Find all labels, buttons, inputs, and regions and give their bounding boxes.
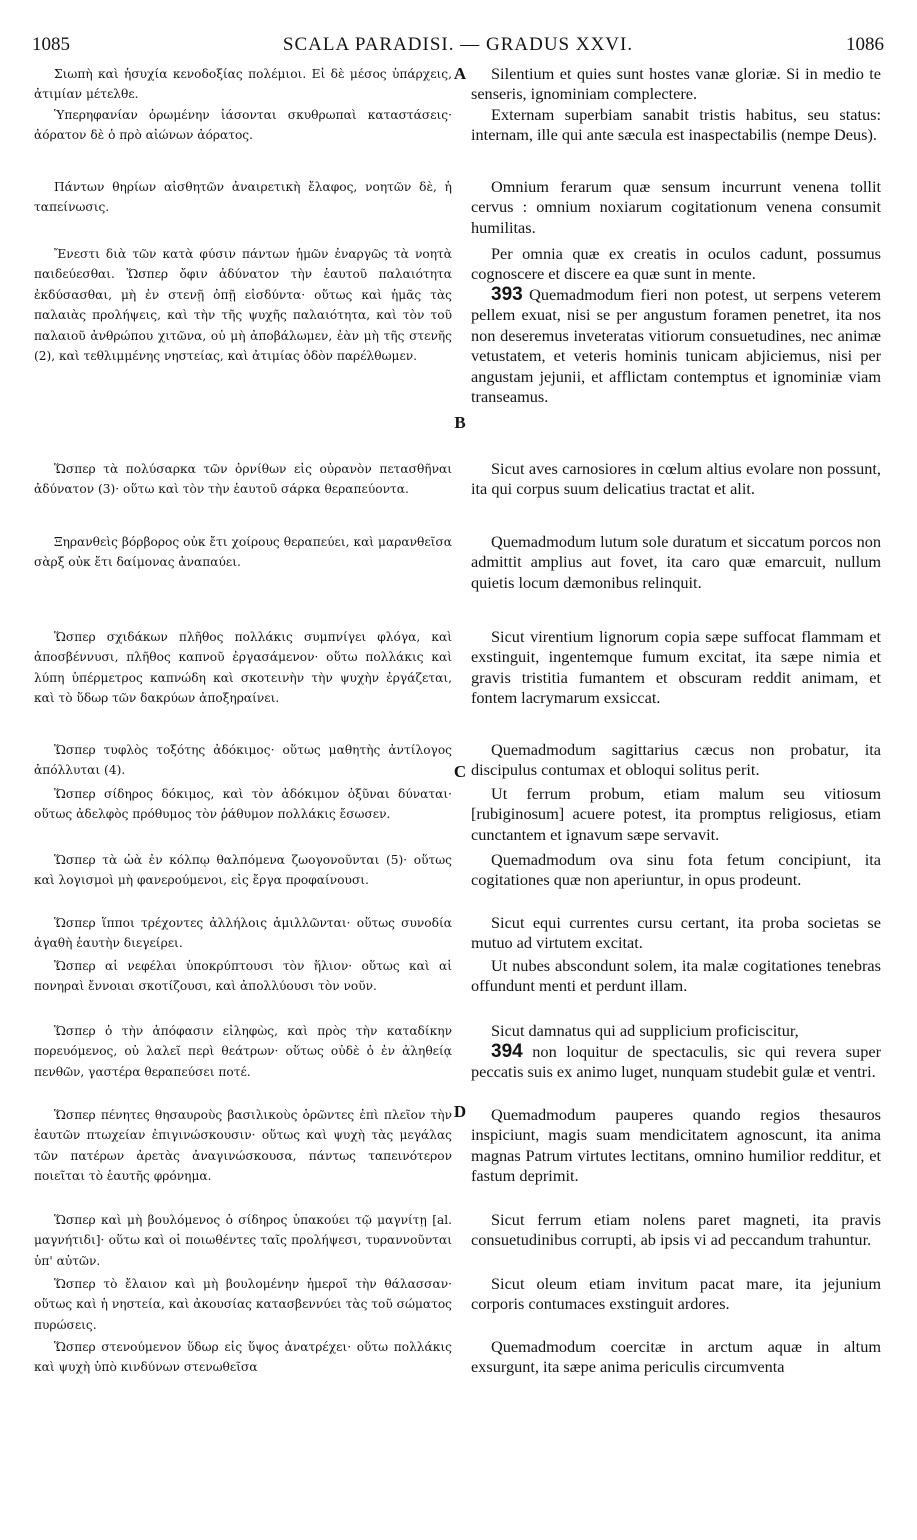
greek-text: Ὑπερηφανίαν ὁρωμένην ἰάσονται σκυθρωπαὶ καταστάσεις· ἀόρατον δὲ ὁ πρὸ αἰώνων ἀόρατος. (34, 108, 452, 143)
latin-paragraph (471, 532, 881, 593)
greek-paragraph (34, 1210, 452, 1271)
greek-paragraph (34, 1337, 452, 1378)
greek-text: Ὥσπερ τὸ ἔλαιον καὶ μὴ βουλομένην ἡμεροῖ τὴν θάλασσαν· οὕτως καὶ ἡ νηστεία, καὶ ἀκουσίας κατασβεννύει τὰς τοῦ σώματος πυρώσεις. (34, 1277, 452, 1332)
greek-paragraph (34, 64, 452, 105)
page-number-right: 1086 (846, 34, 884, 55)
greek-text: Ὥσπερ τὰ ὠὰ ἐν κόλπῳ θαλπόμενα ζωογονοῦνται (5)· οὕτως καὶ λογισμοὶ μὴ φανερούμενοι, εἰς ἔργα προφαίνουσι. (34, 853, 452, 888)
latin-text: Sicut oleum etiam invitum pacat mare, ita jejunium corporis contumaces exstinguit ardores. (471, 1274, 881, 1314)
greek-text: Ὥσπερ ὁ τὴν ἀπόφασιν εἰληφὼς, καὶ πρὸς τὴν καταδίκην πορευόμενος, οὐ λαλεῖ περὶ θεάτρων· οὕτως οὐδὲ ὁ ἐν ἀληθείᾳ πενθῶν, γαστέρα θεραπεύσει ποτέ. (34, 1024, 452, 1079)
latin-text: Sicut virentium lignorum copia sæpe suffocat flammam et exstinguit, ingentemque fumum excitat, ita sæpe nimia et gravis tristitia fumantem et obscuram reddit animam, et fontem lacrymarum exsiccat. (471, 627, 881, 708)
margin-letter-b: B (454, 413, 466, 432)
greek-paragraph (34, 105, 452, 146)
greek-text: Ὥσπερ αἱ νεφέλαι ὑποκρύπτουσι τὸν ἥλιον· οὕτως καὶ αἱ πονηραὶ ἔννοιαι σκοτίζουσι, καὶ ἀπολλύουσι τὸν νοῦν. (34, 959, 452, 994)
greek-paragraph (34, 532, 452, 573)
latin-text: Sicut aves carnosiores in cœlum altius evolare non possunt, ita qui corpus suum delicatius tractat et alit. (471, 459, 881, 499)
latin-paragraph (471, 784, 881, 845)
latin-paragraph (471, 244, 881, 285)
latin-paragraph (471, 1105, 881, 1187)
latin-text: non loquitur de spectaculis, sic qui revera super peccatis suis ex animo luget, nunquam studebit gulæ et ventri. (471, 1042, 881, 1082)
running-title: SCALA PARADISI. — GRADUS XXVI. (282, 34, 634, 55)
latin-text: Quemadmodum sagittarius cæcus non probatur, ita discipulus contumax et obloqui solitus perit. (471, 740, 881, 780)
greek-text: Ὥσπερ καὶ μὴ βουλόμενος ὁ σίδηρος ὑπακούει τῷ μαγνίτῃ [al. μαγνήτιδι]· οὕτω καὶ οἱ ποιωθέντες ταῖς προλήψεσι, τυραννοῦνται ὑπ' αὐτῶν. (34, 1213, 452, 1268)
greek-text: Ὥσπερ στενούμενον ὕδωρ εἰς ὕψος ἀνατρέχει· οὕτω πολλάκις καὶ ψυχὴ ὑπὸ κινδύνων στενωθεῖσα (34, 1340, 452, 1375)
latin-paragraph (471, 105, 881, 146)
latin-text: Quemadmodum ova sinu fota fetum concipiunt, ita cogitationes quæ non aperiuntur, in opus prodeunt. (471, 850, 881, 890)
greek-paragraph (34, 913, 452, 954)
greek-text: Ὥσπερ ἵπποι τρέχοντες ἀλλήλοις ἁμιλλῶνται· οὕτως συνοδία ἀγαθὴ ἑαυτὴν διεγείρει. (34, 916, 452, 951)
latin-paragraph (471, 1274, 881, 1315)
latin-paragraph (471, 1042, 881, 1083)
margin-letter-a: A (453, 64, 467, 83)
latin-text: Sicut ferrum etiam nolens paret magneti, ita pravis consuetudinibus corrupti, ab ipsis vi ad peccandum trahuntur. (471, 1210, 881, 1250)
latin-text: Per omnia quæ ex creatis in oculos cadunt, possumus cognoscere et discere ea quæ sunt in mente. (471, 244, 881, 284)
greek-paragraph (34, 1105, 452, 1187)
greek-text: Ὥσπερ τὰ πολύσαρκα τῶν ὀρνίθων εἰς οὐρανὸν πετασθῆναι ἀδύνατον (3)· οὕτω καὶ τὸν τὴν ἑαυτοῦ σάρκα θεραπεύοντα. (34, 462, 452, 497)
latin-text: Quemadmodum coercitæ in arctum aquæ in altum exsurgunt, ita sæpe anima periculis circumventa (471, 1337, 881, 1377)
latin-paragraph (471, 627, 881, 709)
greek-text: Ξηρανθεὶς βόρβορος οὐκ ἔτι χοίρους θεραπεύει, καὶ μαρανθεῖσα σὰρξ οὐκ ἔτι δαίμονας ἀναπαύει. (34, 535, 452, 570)
column-number: 394 (491, 1041, 523, 1062)
greek-text: Ὥσπερ σχιδάκων πλῆθος πολλάκις συμπνίγει φλόγα, καὶ ἀποσβέννυσι, πλῆθος καπνοῦ ἐργασάμενον· οὕτω πολλάκις καὶ λύπη ὑπέρμετρος καπνώδη καὶ σκοτεινὴν τὴν ψυχὴν ἐργάζεται, καὶ τὸ ὕδωρ τῶν δακρύων ἀποξηραίνει. (34, 630, 452, 706)
latin-text: Quemadmodum lutum sole duratum et siccatum porcos non admittit amplius aut fovet, ita caro quæ emarcuit, nullum quietis locum dæmonibus relinquit. (471, 532, 881, 592)
greek-paragraph (34, 1274, 452, 1335)
greek-paragraph (34, 1021, 452, 1082)
latin-paragraph (471, 1021, 881, 1041)
latin-paragraph (471, 740, 881, 781)
greek-paragraph (34, 784, 452, 825)
greek-text: Σιωπὴ καὶ ἡσυχία κενοδοξίας πολέμιοι. Εἰ δὲ μέσος ὑπάρχεις, ἀτιμίαν μέτελθε. (34, 67, 452, 102)
greek-text: Ὥσπερ πένητες θησαυροὺς βασιλικοὺς ὁρῶντες ἐπὶ πλεῖον τὴν ἑαυτῶν πτωχείαν ἐπιγινώσκουσιν· οὕτως καὶ ψυχὴ τὰς μεγάλας τῶν πατέρων ἀρετὰς ἀναγινώσκουσα, πάντως ταπεινότερον ποιεῖται τὸ ἑαυτῆς φρόνημα. (34, 1108, 452, 1184)
latin-text: Omnium ferarum quæ sensum incurrunt venena tollit cervus : omnium noxiarum cogitationum venena consumit humilitas. (471, 177, 881, 237)
latin-text: Sicut damnatus qui ad supplicium proficiscitur, (491, 1021, 799, 1040)
latin-text: Ut ferrum probum, etiam malum seu vitiosum [rubiginosum] acuere potest, ita promptus religiosus, etiam cunctantem et ignavum sæpe servavit. (471, 784, 881, 844)
latin-paragraph (471, 64, 881, 105)
greek-text: Πάντων θηρίων αἰσθητῶν ἀναιρετικὴ ἔλαφος, νοητῶν δὲ, ἡ ταπείνωσις. (34, 180, 452, 215)
latin-text: Ut nubes abscondunt solem, ita malæ cogitationes tenebras offundunt menti et perdunt illam. (471, 956, 881, 996)
column-number: 393 (491, 284, 523, 305)
page-number-left: 1085 (32, 34, 70, 55)
greek-paragraph (34, 956, 452, 997)
latin-text: Silentium et quies sunt hostes vanæ gloriæ. Si in medio te senseris, ignominiam complectere. (471, 64, 881, 104)
latin-paragraph (471, 850, 881, 891)
latin-paragraph (471, 1337, 881, 1378)
margin-letter-d: D (453, 1102, 467, 1121)
greek-text: Ὥσπερ τυφλὸς τοξότης ἀδόκιμος· οὕτως μαθητὴς ἀντίλογος ἀπόλλυται (4). (34, 743, 452, 778)
greek-paragraph (34, 459, 452, 500)
greek-paragraph (34, 740, 452, 781)
latin-paragraph (471, 956, 881, 997)
margin-letter-c: C (453, 762, 467, 781)
greek-paragraph (34, 177, 452, 218)
greek-paragraph (34, 850, 452, 891)
latin-paragraph (471, 913, 881, 954)
latin-text: Sicut equi currentes cursu certant, ita proba societas se mutuo ad virtutem excitat. (471, 913, 881, 953)
latin-paragraph (471, 459, 881, 500)
greek-paragraph (34, 627, 452, 709)
running-header (32, 34, 884, 64)
latin-text: Quemadmodum fieri non potest, ut serpens veterem pellem exuat, nisi se per angustum foramen penetret, ita nos non deseremus inveteratas vitiorum consuetudines, nec animæ vetustatem, et veteris hominis tunicam abjiciemus, nisi per angustam jejunii, et afflictam contemptus et ignominiæ viam transeamus. (471, 285, 882, 407)
latin-text: Quemadmodum pauperes quando regios thesauros inspiciunt, magis suam mendicitatem agnoscunt, ita anima magnas Patrum virtutes lectitans, omnino humilior redditur, et fastum deprimit. (471, 1105, 881, 1186)
greek-text: Ἔνεστι διὰ τῶν κατὰ φύσιν πάντων ἡμῶν ἐναργῶς τὰ νοητὰ παιδεύεσθαι. Ὥσπερ ὄφιν ἀδύνατον τὴν ἑαυτοῦ παλαιότητα ἐκδύσασθαι, μὴ ἐν στενῇ ὀπῇ εἰσδύντα· οὕτως καὶ ἡμᾶς τὰς παλαιὰς προλήψεις, καὶ τὴν τῆς ψυχῆς παλαιότητα, καὶ τὸν τοῦ παλαιοῦ ἀνθρώπου χιτῶνα, οὐ μὴ ἀποβάλωμεν, ἐὰν μὴ τῆς στενῆς (2), καὶ τεθλιμμένης νηστείας, καὶ ἀτιμίας ὁδὸν παρέλθωμεν. (34, 247, 452, 364)
latin-text: Externam superbiam sanabit tristis habitus, seu status: internam, ille qui ante sæcula est inaspectabilis (nempe Deus). (471, 105, 881, 145)
greek-paragraph (34, 244, 452, 367)
greek-text: Ὥσπερ σίδηρος δόκιμος, καὶ τὸν ἀδόκιμον ὀξῦναι δύναται· οὕτως ἀδελφὸς πρόθυμος τὸν ῥάθυμον πολλάκις ἔσωσεν. (34, 787, 452, 822)
latin-paragraph (471, 285, 881, 408)
latin-paragraph (471, 1210, 881, 1251)
latin-paragraph (471, 177, 881, 238)
